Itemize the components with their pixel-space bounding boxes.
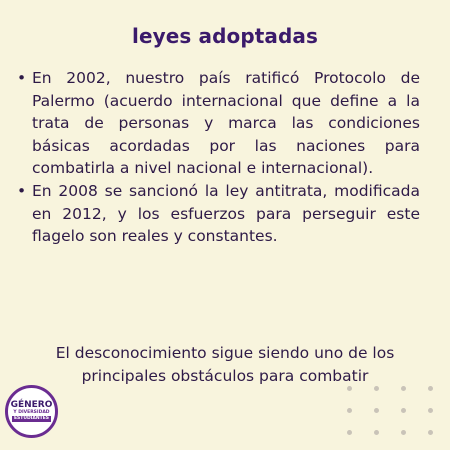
dot-icon	[347, 430, 352, 435]
dot-icon	[401, 386, 406, 391]
dot-icon	[428, 386, 433, 391]
bullet-dot-icon: •	[17, 181, 27, 200]
dot-icon	[428, 408, 433, 413]
dot-icon	[428, 430, 433, 435]
bullet-dot-icon: •	[17, 69, 27, 87]
bullet-list	[16, 67, 420, 248]
logo-text-genero: GÉNERO	[10, 400, 53, 410]
bullet-text: En 2008 se sancionó la ley antitrata, modificada en 2012, y los esfuerzos para perseguir este flagelo son reales y constantes.	[32, 181, 420, 246]
dot-icon	[374, 430, 379, 435]
genero-diversidad-logo	[5, 385, 58, 438]
bullet-text: En 2002, nuestro país ratificó Protocolo de Palermo (acuerdo internacional que define a la trata de personas y marca las condiciones básicas acordadas por las naciones para combatirla a nivel nacional e internacional).	[32, 69, 420, 178]
dot-icon	[374, 386, 379, 391]
decorative-dot-grid	[347, 386, 437, 436]
closing-statement: El desconocimiento sigue siendo uno de los principales obstáculos para combatir	[55, 344, 395, 385]
dot-icon	[401, 408, 406, 413]
bullet-item	[16, 180, 420, 248]
dot-icon	[347, 408, 352, 413]
dot-icon	[374, 408, 379, 413]
dot-icon	[401, 430, 406, 435]
page-title: leyes adoptadas	[131, 24, 319, 48]
logo-text-estudiantes: ESTUDIANTES	[13, 416, 50, 421]
dot-icon	[347, 386, 352, 391]
logo-text-diversidad: Y DIVERSIDAD	[13, 410, 50, 415]
bullet-item	[16, 67, 420, 180]
